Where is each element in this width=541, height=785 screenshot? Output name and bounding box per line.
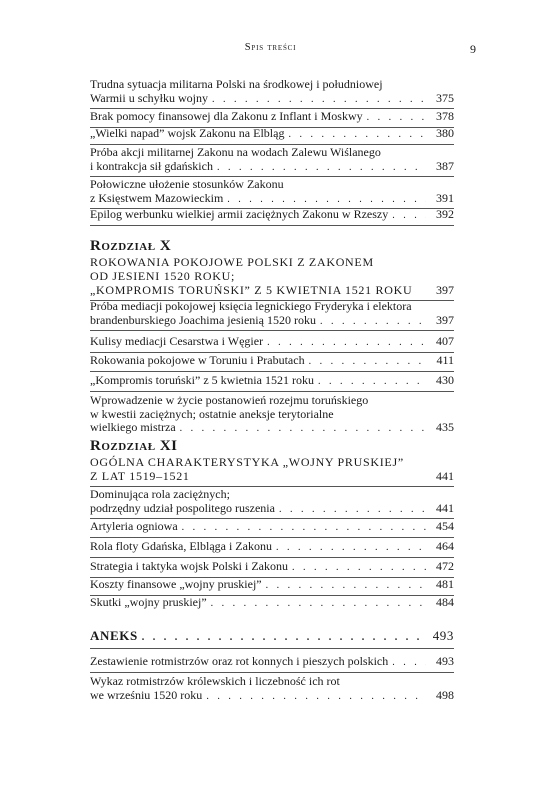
running-header [0, 42, 541, 60]
toc-entry[interactable] [90, 596, 454, 611]
toc-entry-page: 378 [436, 109, 454, 123]
toc-entry[interactable] [90, 78, 454, 106]
toc-entry-page: 454 [436, 519, 454, 533]
toc-entry-title-line: we wrześniu 1520 roku [90, 687, 203, 702]
toc-entry-page: 493 [436, 654, 454, 668]
chapter-11-title[interactable] [90, 455, 454, 483]
toc-entry-title-line: „Wielki napad” wojsk Zakonu na Elbląg [90, 126, 285, 140]
separator-line [90, 391, 454, 392]
running-header-title: Spis treści [244, 42, 297, 53]
toc-entry-title-line: brandenburskiego Joachima jesienią 1520 roku [90, 312, 316, 327]
toc-entry[interactable] [90, 374, 454, 389]
toc-entry-page: 407 [436, 334, 454, 348]
toc-entry[interactable] [90, 127, 454, 142]
toc-entry[interactable] [90, 560, 454, 575]
dot-leader [309, 355, 427, 369]
toc-entry[interactable] [90, 335, 454, 350]
toc-entry-title-line: Koszty finansowe „wojny pruskiej” [90, 577, 262, 591]
page-number: 9 [470, 42, 476, 56]
toc-entry[interactable] [90, 354, 454, 369]
dot-leader [367, 111, 426, 125]
toc-entry-title-line: Strategia i taktyka wojsk Polski i Zakonu [90, 559, 288, 573]
dot-leader [206, 690, 426, 704]
separator-line [90, 648, 454, 649]
toc-entry-title-line: Wprowadzenie w życie postanowień rozejmu toruńskiego [90, 393, 369, 407]
toc-entry-page: 498 [436, 687, 454, 702]
chapter-page: 441 [436, 469, 454, 483]
toc-entry[interactable] [90, 300, 454, 328]
chapter-10-title[interactable] [90, 255, 454, 297]
dot-leader [217, 161, 426, 175]
toc-entry-page: 430 [436, 373, 454, 387]
dot-leader [288, 128, 426, 142]
dot-leader [180, 422, 426, 436]
separator-line [90, 330, 454, 331]
toc-entry-title-line: Skutki „wojny pruskiej” [90, 595, 207, 609]
dot-leader [227, 193, 426, 207]
toc-entry-title-line: Warmii u schyłku wojny [90, 90, 209, 105]
toc-entry[interactable] [90, 178, 454, 206]
toc-entry-title-line: Artyleria ogniowa [90, 519, 178, 533]
dot-leader [392, 656, 426, 670]
dot-leader [320, 315, 426, 329]
toc-entry-title-line: Kulisy mediacji Cesarstwa i Węgier [90, 334, 264, 348]
toc-entry-title-line: Połowiczne ułożenie stosunków Zakonu [90, 177, 284, 191]
toc-entry-page: 411 [436, 353, 454, 367]
toc-entry-title-line: Rola floty Gdańska, Elbląga i Zakonu [90, 539, 272, 553]
toc-entry-page: 397 [436, 312, 454, 327]
dot-leader [212, 93, 426, 107]
aneks-heading[interactable] [90, 629, 454, 645]
separator-line [90, 557, 454, 558]
toc-entry-title-line: Trudna sytuacja militarna Polski na środkowej i południowej [90, 77, 383, 91]
toc-entry[interactable] [90, 110, 454, 125]
toc-entry-title-line: Rokowania pokojowe w Toruniu i Prabutach [90, 353, 305, 367]
toc-entry[interactable] [90, 146, 454, 174]
toc-entry-title-line: Dominująca rola zaciężnych; [90, 487, 230, 501]
toc-entry[interactable] [90, 488, 454, 516]
toc-entry[interactable] [90, 208, 454, 223]
toc-entry-title-line: Epilog werbunku wielkiej armii zaciężnych Zakonu w Rzeszy [90, 207, 389, 221]
dot-leader [279, 503, 426, 517]
dot-leader [142, 631, 423, 645]
toc-entry-title-line: „Kompromis toruński” z 5 kwietnia 1521 roku [90, 373, 314, 387]
toc-entry-page: 392 [436, 207, 454, 221]
dot-leader [276, 541, 426, 555]
chapter-title-line: OD JESIENI 1520 ROKU; [90, 269, 236, 283]
chapter-title-line: „KOMPROMIS TORUŃSKI” Z 5 KWIETNIA 1521 ROKU [90, 283, 413, 297]
dot-leader [392, 209, 426, 223]
toc-entry-page: 472 [436, 559, 454, 573]
chapter-10-label: Rozdział X [90, 238, 172, 254]
separator-line [90, 537, 454, 538]
toc-entry-title-line: wielkiego mistrza [90, 420, 176, 434]
toc-entry-page: 481 [436, 577, 454, 591]
toc-entry-page: 375 [436, 90, 454, 105]
toc-entry[interactable] [90, 655, 454, 670]
toc-entry-title-line: w kwestii zaciężnych; ostatnie aneksje terytorialne [90, 406, 334, 421]
toc-entry[interactable] [90, 675, 454, 703]
chapter-11-label: Rozdział XI [90, 438, 178, 454]
toc-entry-page: 441 [436, 500, 454, 515]
toc-entry-page: 391 [436, 190, 454, 205]
toc-entry-title-line: Brak pomocy finansowej dla Zakonu z Inflant i Moskwy [90, 109, 363, 123]
toc-entry-title-line: z Księstwem Mazowieckim [90, 190, 224, 205]
chapter-page: 397 [436, 283, 454, 297]
toc-entry[interactable] [90, 578, 454, 593]
dot-leader [182, 521, 426, 535]
dot-leader [266, 579, 426, 593]
toc-entry-page: 387 [436, 158, 454, 173]
separator-line [90, 225, 454, 226]
toc-entry-title-line: Próba mediacji pokojowej księcia legnickiego Fryderyka i elektora [90, 299, 412, 313]
chapter-title-line: ROKOWANIA POKOJOWE POLSKI Z ZAKONEM [90, 255, 374, 269]
toc-entry-title-line: Wykaz rotmistrzów królewskich i liczebność ich rot [90, 674, 340, 688]
aneks-label: ANEKS [90, 628, 138, 643]
toc-entry[interactable] [90, 394, 454, 436]
toc-entry-title-line: Próba akcji militarnej Zakonu na wodach Zalewu Wiślanego [90, 145, 381, 159]
toc-entry-title-line: i kontrakcja sił gdańskich [90, 158, 213, 173]
dot-leader [267, 336, 426, 350]
toc-entry[interactable] [90, 520, 454, 535]
separator-line [90, 672, 454, 673]
aneks-page: 493 [432, 628, 454, 643]
toc-entry[interactable] [90, 540, 454, 555]
dot-leader [292, 561, 426, 575]
toc-entry-title-line: podrzędny udział pospolitego ruszenia [90, 500, 275, 515]
separator-line [90, 371, 454, 372]
dot-leader [318, 375, 426, 389]
chapter-title-line: Z LAT 1519–1521 [90, 469, 190, 483]
dot-leader [211, 597, 426, 611]
toc-entry-page: 435 [436, 420, 454, 434]
toc-entry-page: 484 [436, 595, 454, 609]
toc-entry-page: 464 [436, 539, 454, 553]
toc-entry-page: 380 [436, 126, 454, 140]
toc-entry-title-line: Zestawienie rotmistrzów oraz rot konnych i pieszych polskich [90, 654, 389, 668]
chapter-title-line: OGÓLNA CHARAKTERYSTYKA „WOJNY PRUSKIEJ” [90, 455, 404, 469]
